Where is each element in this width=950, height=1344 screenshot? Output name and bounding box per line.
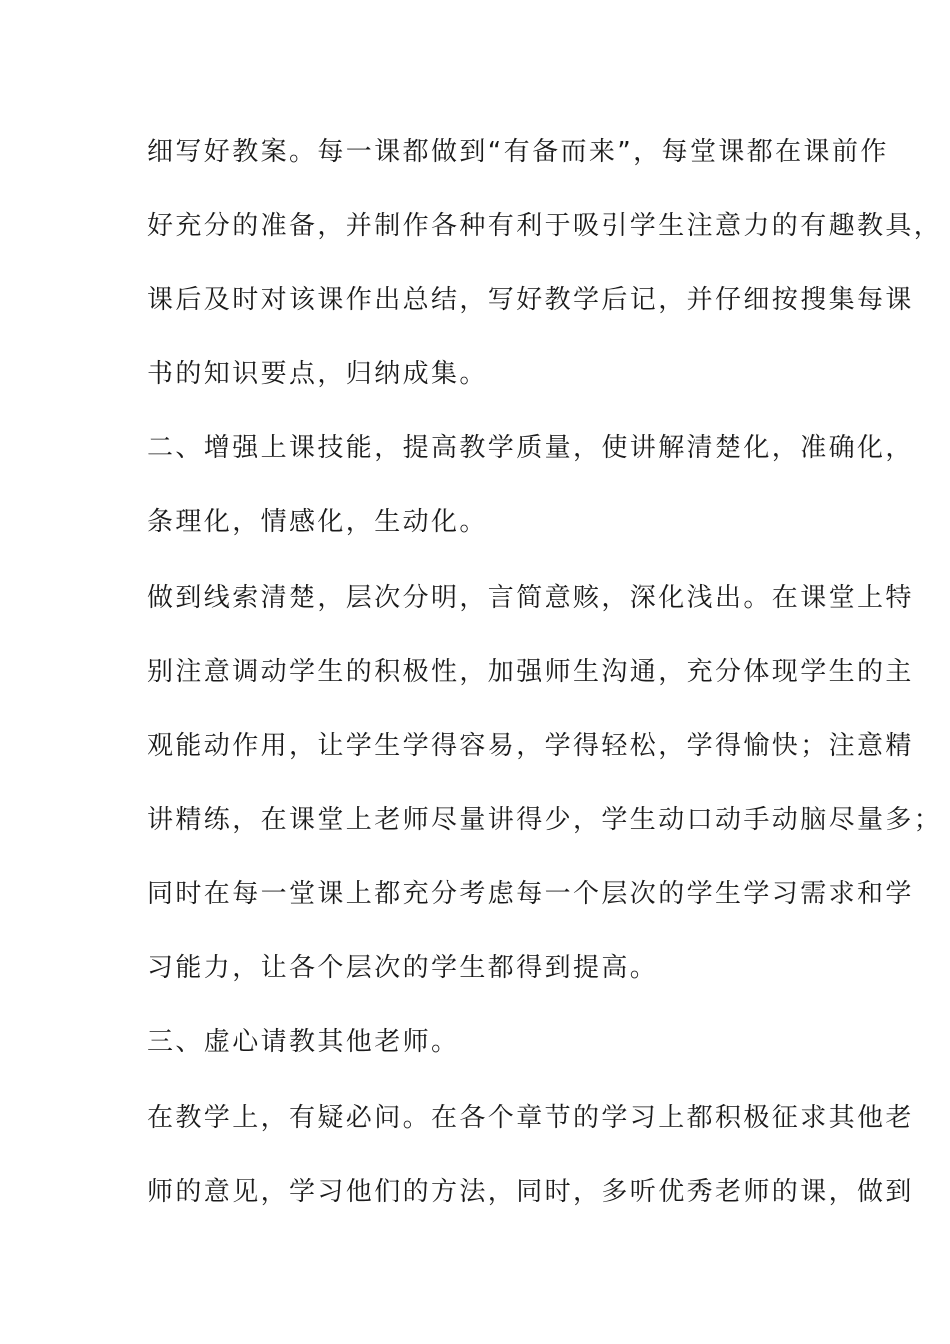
text-line: 在教学上，有疑必问。在各个章节的学习上都积极征求其他老 — [147, 1103, 914, 1133]
text-line: 细写好教案。每一课都做到“有备而来”，每堂课都在课前作 — [147, 137, 889, 167]
section-heading-continued: 条理化，情感化，生动化。 — [147, 507, 488, 537]
section-heading: 二、增强上课技能，提高教学质量，使讲解清楚化，准确化， — [147, 433, 914, 463]
text-line: 讲精练，在课堂上老师尽量讲得少，学生动口动手动脑尽量多； — [147, 805, 943, 835]
text-line: 好充分的准备，并制作各种有利于吸引学生注意力的有趣教具， — [147, 211, 943, 241]
text-line: 同时在每一堂课上都充分考虑每一个层次的学生学习需求和学 — [147, 879, 914, 909]
text-line: 习能力，让各个层次的学生都得到提高。 — [147, 953, 659, 983]
text-line: 观能动作用，让学生学得容易，学得轻松，学得愉快；注意精 — [147, 731, 914, 761]
text-line: 书的知识要点，归纳成集。 — [147, 359, 488, 389]
text-line: 师的意见，学习他们的方法，同时，多听优秀老师的课，做到 — [147, 1177, 914, 1207]
text-line: 做到线索清楚，层次分明，言简意赅，深化浅出。在课堂上特 — [147, 583, 914, 613]
text-line: 别注意调动学生的积极性，加强师生沟通，充分体现学生的主 — [147, 657, 914, 687]
text-line: 课后及时对该课作出总结，写好教学后记，并仔细按搜集每课 — [147, 285, 914, 315]
section-heading: 三、虚心请教其他老师。 — [147, 1027, 460, 1057]
